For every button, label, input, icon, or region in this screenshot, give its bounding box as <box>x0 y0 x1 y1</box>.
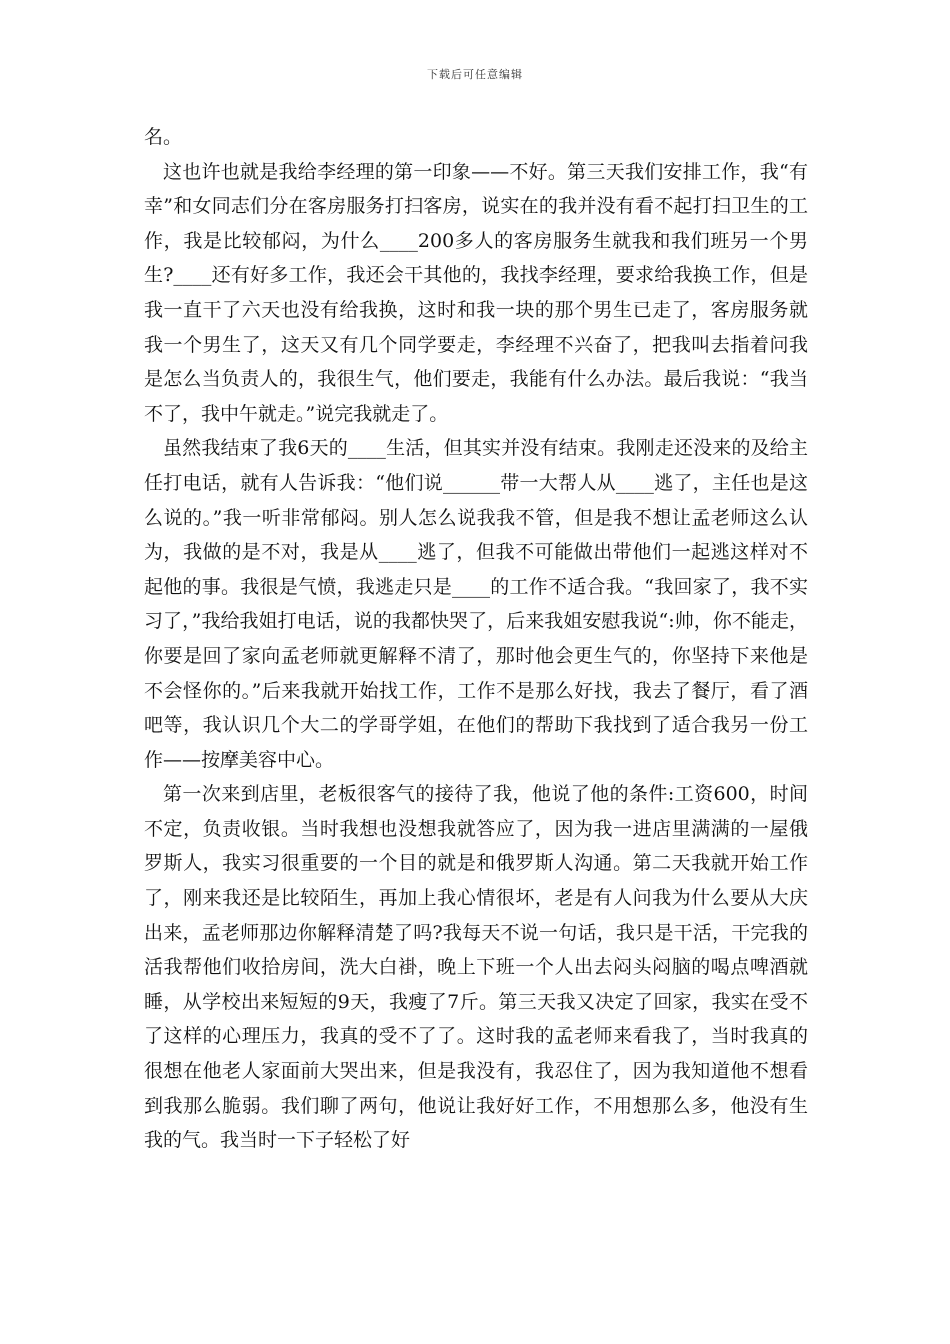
document-body <box>144 120 808 1158</box>
paragraph: 名。 <box>144 126 183 148</box>
page-header: 下载后可任意编辑 <box>427 68 523 81</box>
paragraph: 第一次来到店里，老板很客气的接待了我，他说了他的条件:工资600，时间不定，负责收银。当时我想也没想我就答应了，因为我一进店里满满的一屋俄罗斯人，我实习很重要的一个目的就是和俄罗斯人沟通。第二天我就开始工作了，刚来我还是比较陌生，再加上我心情很坏，老是有人问我为什么要从大庆出来，孟老师那边你解释清楚了吗?我每天不说一句话，我只是干活，干完我的活我帮他们收拾房间，洗大白褂，晚上下班一个人出去闷头闷脑的喝点啤酒就睡，从学校出来短短的9天，我瘦了7斤。第三天我又决定了回家，我实在受不了这样的心理压力，我真的受不了了。这时我的孟老师来看我了，当时我真的很想在他老人家面前大哭出来，但是我没有，我忍住了，因为我知道他不想看到我那么脆弱。我们聊了两句，他说让我好好工作，不用想那么多，他没有生我的气。我当时一下子轻松了好 <box>144 783 808 1152</box>
paragraph: 虽然我结束了我6天的____生活，但其实并没有结束。我刚走还没来的及给主任打电话，就有人告诉我：“他们说______带一大帮人从____逃了，主任也是这么说的。”我一听非常郁闷。别人怎么说我我不管，但是我不想让孟老师这么认为，我做的是不对，我是从____逃了，但我不可能做出带他们一起逃这样对不起他的事。我很是气愤，我逃走只是____的工作不适合我。“我回家了，我不实习了，”我给我姐打电话，说的我都快哭了，后来我姐安慰我说“:帅，你不能走，你要是回了家向孟老师就更解释不清了，那时他会更生气的，你坚持下来他是不会怪你的。”后来我就开始找工作，工作不是那么好找，我去了餐厅，看了酒吧等，我认识几个大二的学哥学姐，在他们的帮助下我找到了适合我另一份工作——按摩美容中心。 <box>144 437 808 771</box>
paragraph: 这也许也就是我给李经理的第一印象——不好。第三天我们安排工作，我“有幸”和女同志们分在客房服务打扫客房，说实在的我并没有看不起打扫卫生的工作，我是比较郁闷，为什么____200多人的客房服务生就我和我们班另一个男生?____还有好多工作，我还会干其他的，我找李经理，要求给我换工作，但是我一直干了六天也没有给我换，这时和我一块的那个男生已走了，客房服务就我一个男生了，这天又有几个同学要走，李经理不兴奋了，把我叫去指着问我是怎么当负责人的，我很生气，他们要走，我能有什么办法。最后我说：“我当不了，我中午就走。”说完我就走了。 <box>144 160 808 425</box>
